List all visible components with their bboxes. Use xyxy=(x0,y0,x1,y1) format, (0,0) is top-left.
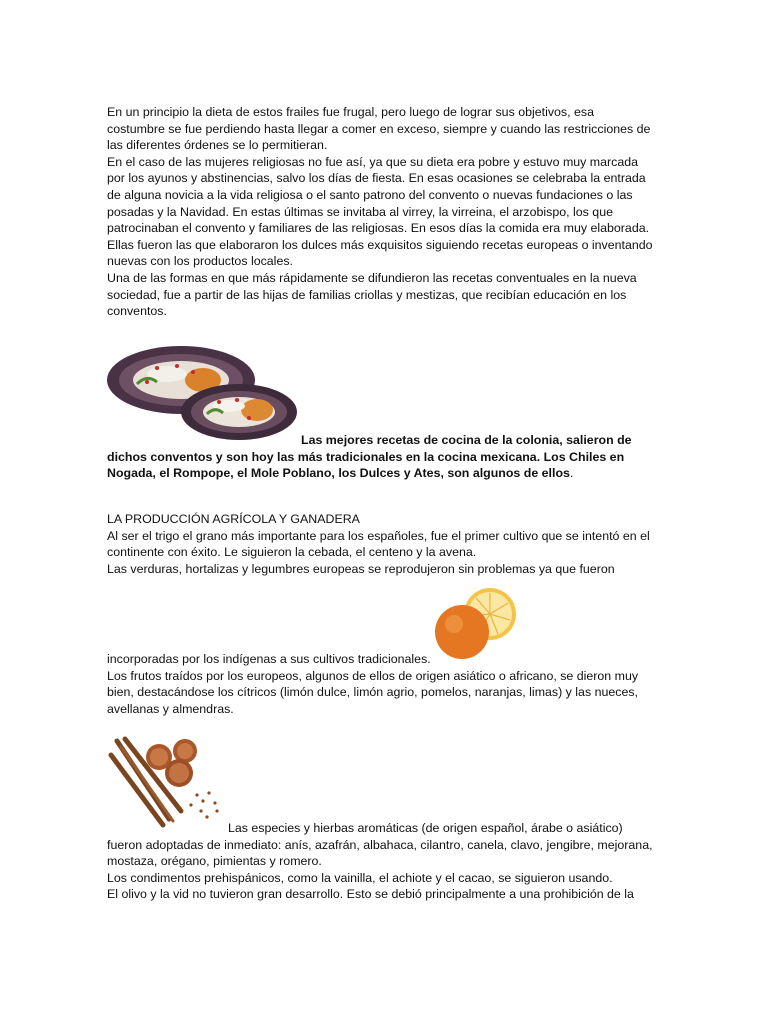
text-line: Las especies y hierbas aromáticas (de origen español, árabe o asiático) xyxy=(228,821,623,835)
text-line: Las mejores recetas de cocina de la colonia, salieron de xyxy=(301,433,632,447)
text-line: mostaza, orégano, pimientas y romero. xyxy=(107,854,322,869)
text-line: El olivo y la vid no tuvieron gran desarrollo. Esto se debió principalmente a una prohibición de la xyxy=(107,887,634,902)
chiles-en-nogada-image xyxy=(107,344,299,442)
text-line: posadas y la Navidad. En estas últimas se invitaba al virrey, la virreina, el arzobispo, los que xyxy=(107,204,613,219)
text-line: Al ser el trigo el grano más importante para los españoles, fue el primer cultivo que se intentó en el xyxy=(107,528,650,543)
spices-image xyxy=(107,735,225,831)
text-line: fueron adoptadas de inmediato: anís, azafrán, albahaca, cilantro, canela, clavo, jengibre, mejorana, xyxy=(107,837,653,852)
paragraph-convent-diet xyxy=(107,104,667,320)
text-line: Los condimentos prehispánicos, como la vainilla, el achiote y el cacao, se siguieron usando. xyxy=(107,870,613,885)
text-bold: Nogada, el Rompope, el Mole Poblano, los Dulces y Ates, son algunos de ellos xyxy=(107,466,570,481)
text-line: Una de las formas en que más rápidamente se difundieron las recetas conventuales en la nueva xyxy=(107,270,637,285)
text-line: patrocinaban el convento y familiares de las religiosas. En esos días la comida era muy elaborada. xyxy=(107,221,650,236)
paragraph-best-recipes xyxy=(107,432,667,482)
text-line: conventos. xyxy=(107,304,167,319)
text-line: sociedad, fue a partir de las hijas de familias criollas y mestizas, que recibían educación en los xyxy=(107,287,627,302)
text-line: En el caso de las mujeres religiosas no fue así, ya que su dieta era pobre y estuvo muy marcada xyxy=(107,154,639,169)
paragraph-fruits xyxy=(107,651,667,717)
text-line: las diferentes órdenes se lo permitieran. xyxy=(107,138,328,153)
section-heading: LA PRODUCCIÓN AGRÍCOLA Y GANADERA xyxy=(107,512,360,526)
text-line: de alguna novicia a la vida religiosa o el santo patrono del convento o nuevas fundaciones o las xyxy=(107,187,633,202)
paragraph-spices xyxy=(107,820,667,903)
text-line xyxy=(107,465,667,482)
text-line: costumbre se fue perdiendo hasta llegar a comer en exceso, siempre y cuando las restricciones de xyxy=(107,121,651,136)
text-line: En un principio la dieta de estos frailes fue frugal, pero luego de lograr sus objetivos, esa xyxy=(107,105,594,119)
text-line: nuevas con los productos locales. xyxy=(107,254,293,269)
section-agricultural-production xyxy=(107,511,667,577)
text-line: Ellas fueron las que elaboraron los dulces más exquisitos siguiendo recetas europeas o inventando xyxy=(107,237,653,252)
text-line: Los frutos traídos por los europeos, algunos de ellos de origen asiático o africano, se dieron muy xyxy=(107,668,639,683)
text-line: continente con éxito. Le siguieron la cebada, el centeno y la avena. xyxy=(107,545,477,560)
text-line: por los ayunos y abstinencias, salvo los días de fiesta. En esas ocasiones se celebraba la entrada xyxy=(107,171,646,186)
text-line: dichos conventos y son hoy las más tradicionales en la cocina mexicana. Los Chiles en xyxy=(107,449,625,464)
text-line: bien, destacándose los cítricos (limón dulce, limón agrio, pomelos, naranjas, limas) y las nueces, xyxy=(107,685,638,700)
text-line: incorporadas por los indígenas a sus cultivos tradicionales. xyxy=(107,652,431,666)
text-line: Las verduras, hortalizas y legumbres europeas se reprodujeron sin problemas ya que fueron xyxy=(107,561,615,576)
text-period: . xyxy=(569,466,574,481)
text-line: avellanas y almendras. xyxy=(107,701,234,716)
